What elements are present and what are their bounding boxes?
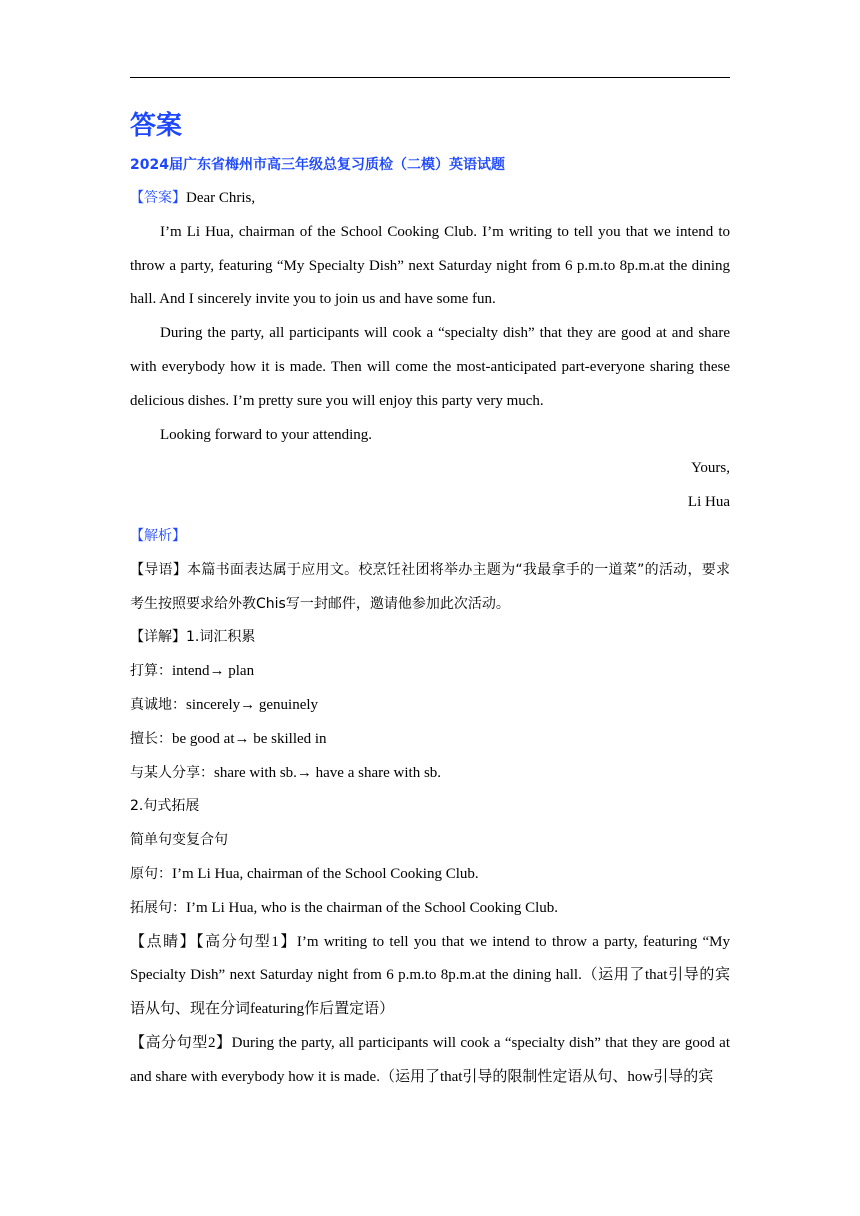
document-body (130, 104, 730, 1095)
guide-paragraph: 【导语】本篇书面表达属于应用文。校烹饪社团将举办主题为“我最拿手的一道菜”的活动，要求考生按照要求给外教Chis写一封邮件，邀请他参加此次活动。 (130, 561, 730, 612)
page-title: 答案 (130, 111, 183, 141)
letter-signature: Li Hua (687, 494, 730, 511)
highlight-sentence-2: 【高分句型2】During the party, all participants will cook a “specialty dish” that they are good at and share with everybody how it is made.（运用了that引导的限制性定语从句、how引导的宾 (130, 1034, 730, 1085)
answer-tag: 【答案】 (130, 190, 186, 206)
letter-closing: Yours, (691, 460, 730, 477)
original-sentence: 原句：I’m Li Hua, chairman of the School Cooking Club. (130, 865, 479, 882)
letter-paragraph-2: During the party, all participants will cook a “specialty dish” that they are good at and share with everybody how it is made. Then will come the most-anticipated part-everyone sharing these delicious dishes. I’m pretty sure you will enjoy this party very much. (130, 325, 730, 409)
exam-title: 2024届广东省梅州市高三年级总复习质检（二模）英语试题 (130, 157, 505, 173)
vocab-item: 真诚地：sincerely→ genuinely (130, 696, 319, 713)
vocab-item: 擅长：be good at→ be skilled in (130, 730, 327, 747)
answer-line (130, 182, 730, 216)
analysis-tag: 【解析】 (130, 527, 186, 544)
vocab-item: 打算：intend→ plan (130, 663, 255, 680)
expanded-sentence: 拓展句：I’m Li Hua, who is the chairman of the School Cooking Club. (130, 899, 559, 916)
letter-paragraph-1: I’m Li Hua, chairman of the School Cooking Club. I’m writing to tell you that we intend to throw a party, featuring “My Specialty Dish” next Saturday night from 6 p.m.to 8p.m.at the dining hall. And I sincerely invite you to join us and have some fun. (130, 223, 730, 308)
sentence-subheading: 简单句变复合句 (130, 832, 228, 849)
letter-paragraph-3: Looking forward to your attending. (160, 426, 373, 443)
highlight-sentence-1: 【点睛】【高分句型1】I’m writing to tell you that we intend to throw a party, featuring “My Specialty Dish” next Saturday night from 6 p.m.to 8p.m.at the dining hall.（运用了that引导的宾语从句、现在分词featuring作后置定语） (130, 933, 730, 1018)
sentence-heading: 2.句式拓展 (130, 798, 200, 815)
header-rule (130, 77, 730, 78)
vocab-item: 与某人分享：share with sb.→ have a share with sb. (130, 764, 442, 781)
salutation: Dear Chris, (186, 190, 256, 206)
detail-heading: 【详解】1.词汇积累 (130, 629, 256, 646)
